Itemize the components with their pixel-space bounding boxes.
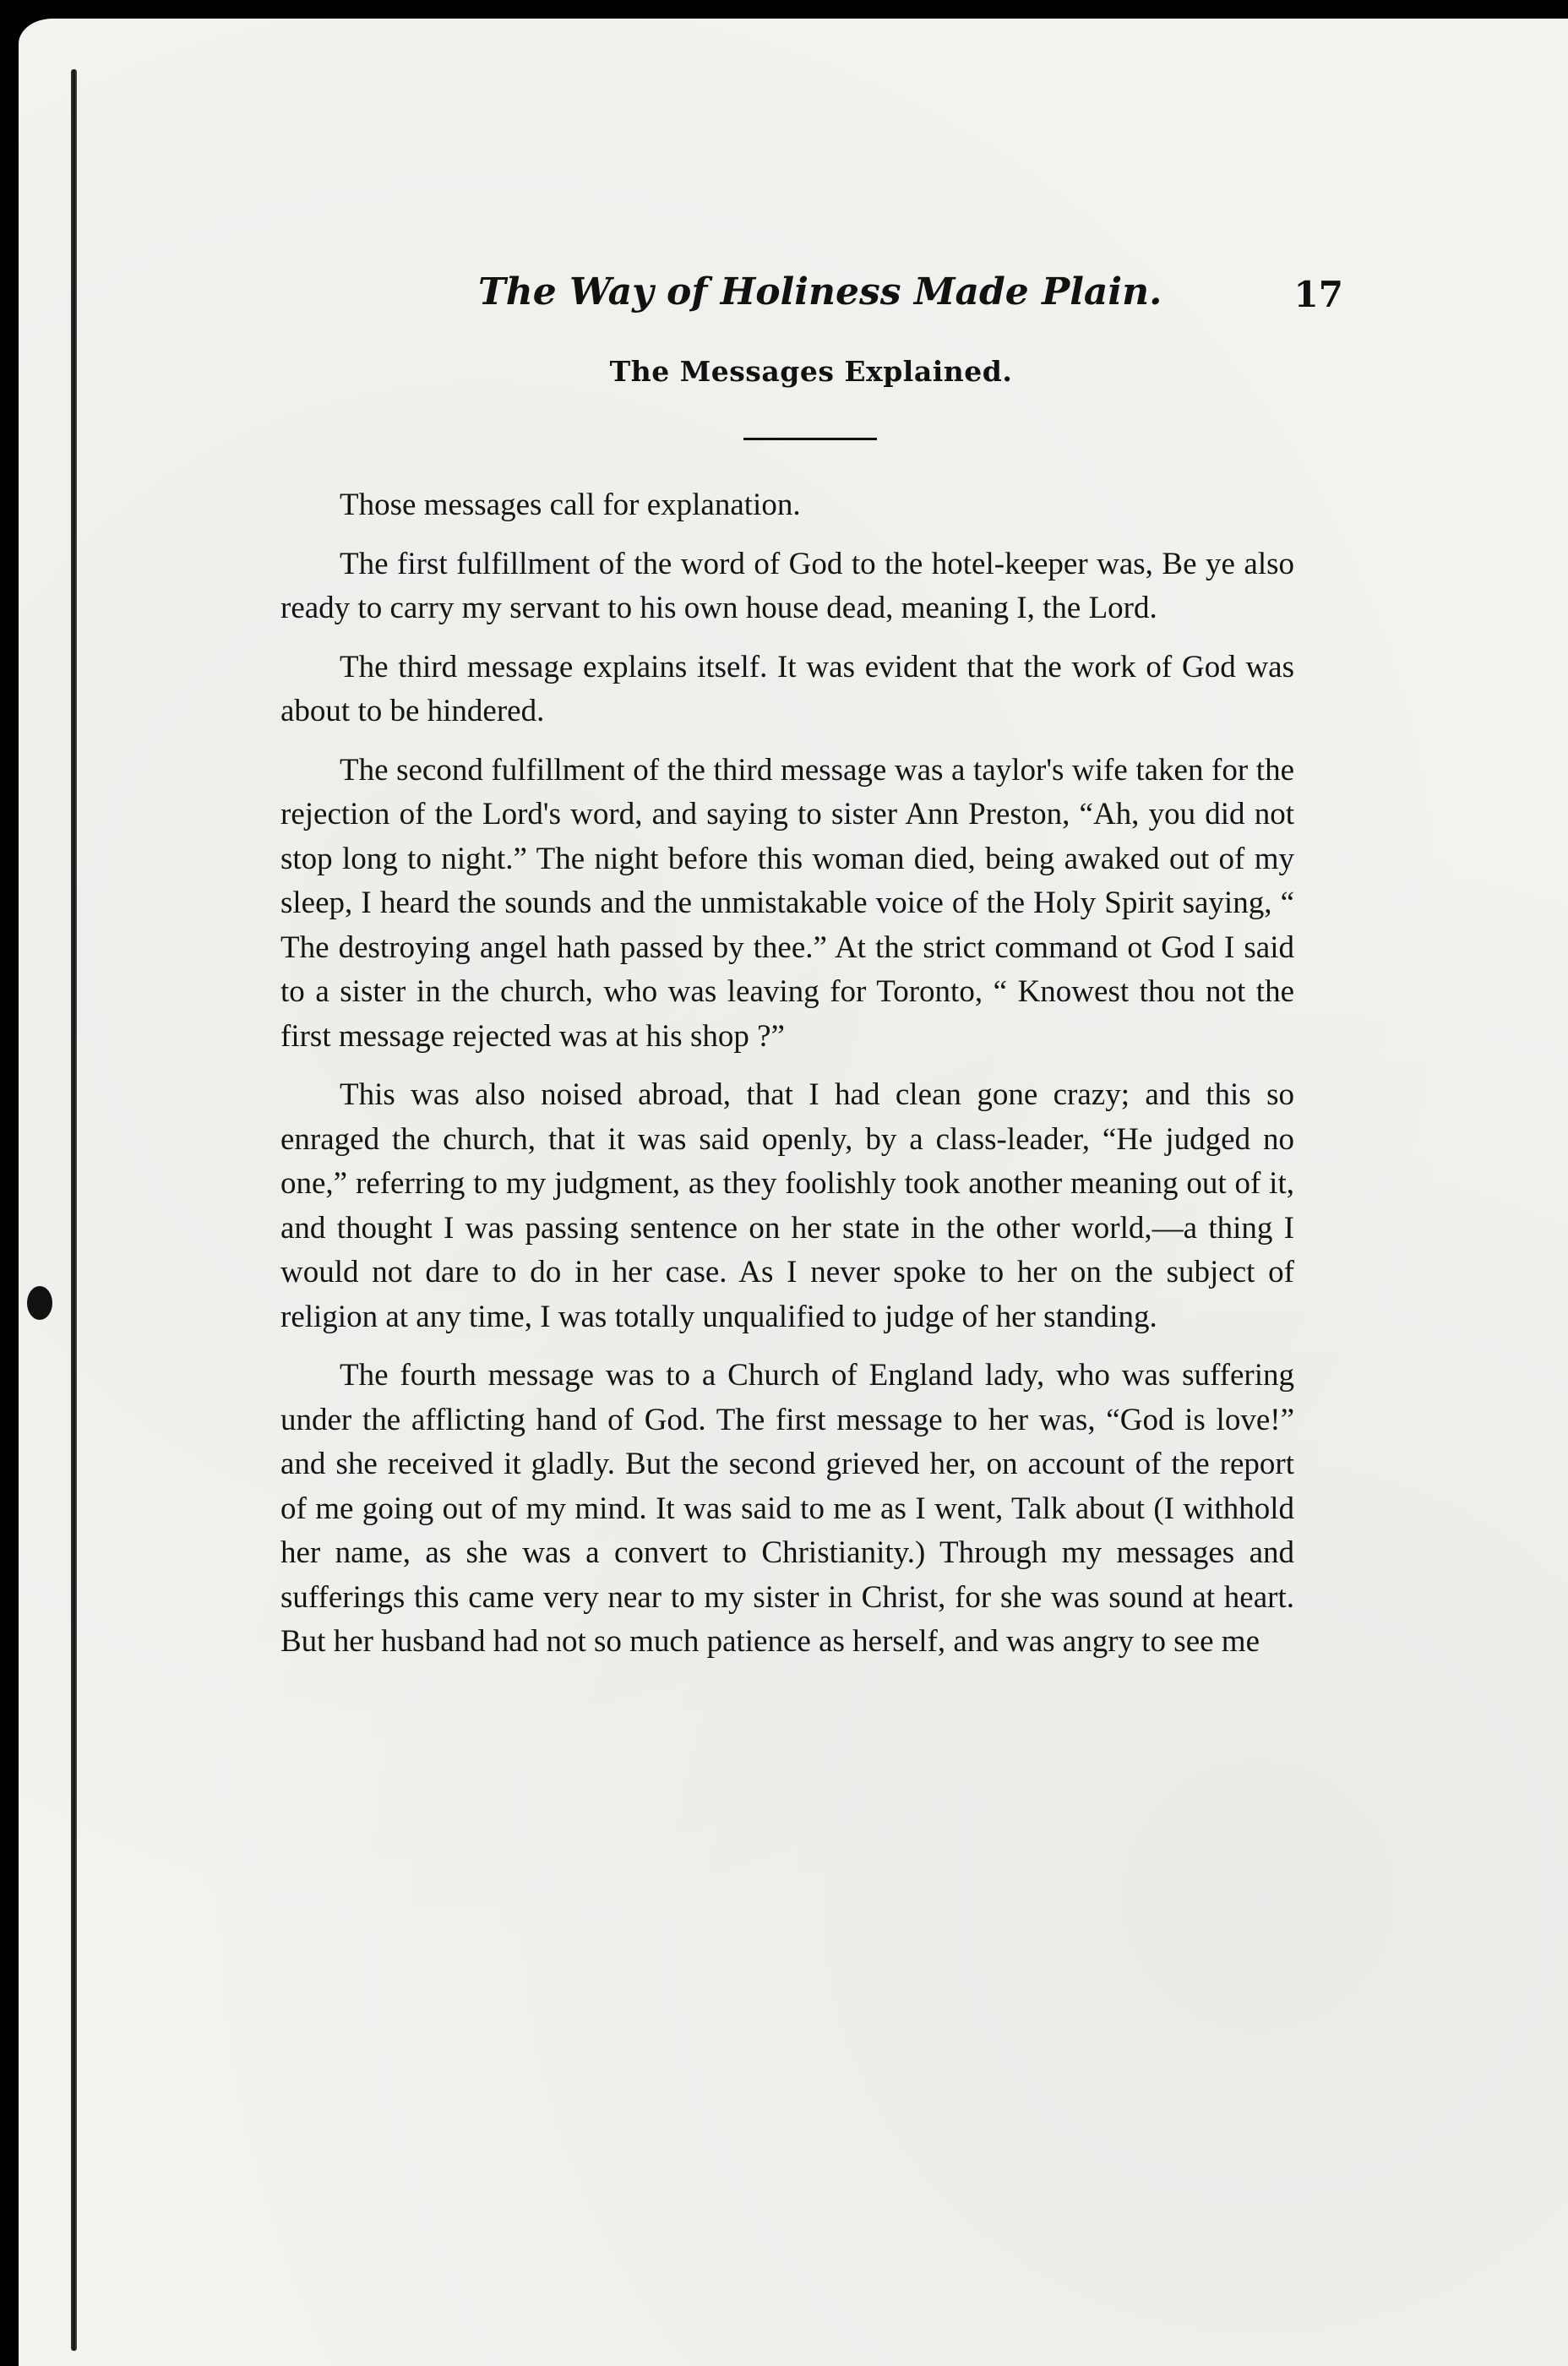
heading-rule <box>743 438 877 440</box>
paragraph: Those messages call for explanation. <box>340 488 801 522</box>
binding-edge <box>71 69 77 2351</box>
page-header <box>279 270 1343 338</box>
paragraph: The first fulfillment of the word of God to the hotel-keeper was, Be ye also ready to carry my servant to his own house dead, meaning I, the Lord. <box>280 546 1294 625</box>
running-title: The Way of Holiness Made Plain. <box>478 270 1162 313</box>
paragraph: The second fulfillment of the third message was a taylor's wife taken for the rejection of the Lord's word, and saying to sister Ann Preston, “Ah, you did not stop long to night.” The night before this woman died, being awaked out of my sleep, I heard the sounds and the unmistakable voice of the Holy Spirit saying, “ The destroying angel hath passed by thee.” At the strict command ot God I said to a sister in the church, who was leaving for Toronto, “ Knowest thou not the first message rejected was at his shop ?” <box>280 752 1294 1054</box>
section-heading: The Messages Explained. <box>609 355 1013 388</box>
paragraph: This was also noised abroad, that I had clean gone crazy; and this so enraged the church, that it was said openly, by a class-leader, “He judged no one,” referring to my judgment, as they foolishly took another meaning out of it, and thought I was passing sentence on her state in the other world,—a thing I would not dare to do in her case. As I never spoke to her on the subject of religion at any time, I was totally unqualified to judge of her standing. <box>280 1077 1294 1334</box>
page-number: 17 <box>1293 274 1343 315</box>
paragraph: The fourth message was to a Church of England lady, who was suffering under the afflicting hand of God. The first message to her was, “God is love!” and she received it gladly. But the second grieved her, on account of the report of me going out of my mind. It was said to me as I went, Talk about (I withhold her name, as she was a convert to Christianity.) Through my messages and sufferings this came very near to my sister in Christ, for she was sound at heart. But her husband had not so much patience as herself, and was angry to see me <box>280 1358 1294 1659</box>
paragraph: The third message explains itself. It was evident that the work of God was about to be hindered. <box>280 649 1294 728</box>
body-text <box>280 483 1294 1679</box>
binding-mark <box>27 1286 52 1320</box>
